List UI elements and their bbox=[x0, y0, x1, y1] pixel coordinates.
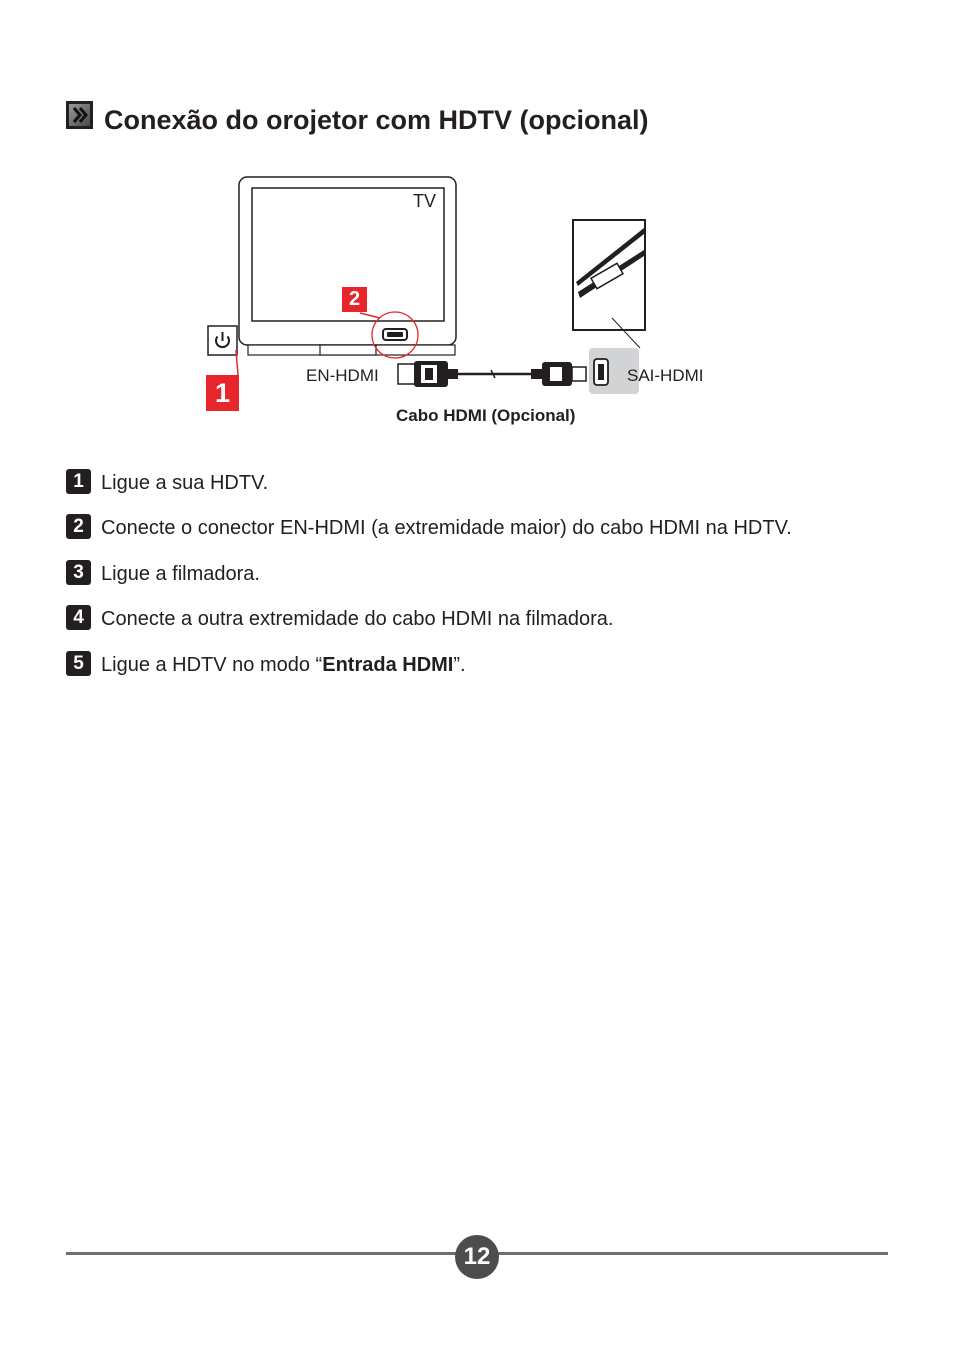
page-number: 12 bbox=[455, 1235, 499, 1279]
step-number: 5 bbox=[66, 651, 91, 676]
step-text: Ligue a HDTV no modo “Entrada HDMI”. bbox=[101, 654, 466, 676]
cable-label: Cabo HDMI (Opcional) bbox=[396, 406, 576, 425]
callout-badge-1: 1 bbox=[206, 375, 239, 411]
step-text: Conecte a outra extremidade do cabo HDMI na filmadora. bbox=[101, 608, 614, 630]
double-chevron-icon bbox=[66, 101, 93, 129]
sai-hdmi-label: SAI-HDMI bbox=[627, 366, 704, 385]
tv-label: TV bbox=[413, 191, 437, 211]
step-text: Ligue a sua HDTV. bbox=[101, 472, 269, 494]
section-title: Conexão do orojetor com HDTV (opcional) bbox=[104, 105, 649, 135]
callout-badge-2: 2 bbox=[342, 287, 367, 312]
en-hdmi-label: EN-HDMI bbox=[306, 366, 379, 385]
step-number: 4 bbox=[66, 605, 91, 630]
step-number: 1 bbox=[66, 469, 91, 494]
hdmi-cable bbox=[398, 361, 586, 387]
step-number: 3 bbox=[66, 560, 91, 585]
section-icon bbox=[66, 101, 93, 129]
step-text: Conecte o conector EN-HDMI (a extremidade maior) do cabo HDMI na HDTV. bbox=[101, 517, 792, 539]
camera-illustration bbox=[573, 220, 645, 348]
power-icon bbox=[208, 326, 238, 375]
step-number: 2 bbox=[66, 514, 91, 539]
connection-diagram bbox=[200, 170, 730, 440]
step-text: Ligue a filmadora. bbox=[101, 563, 260, 585]
mode-name: Entrada HDMI bbox=[322, 654, 454, 676]
